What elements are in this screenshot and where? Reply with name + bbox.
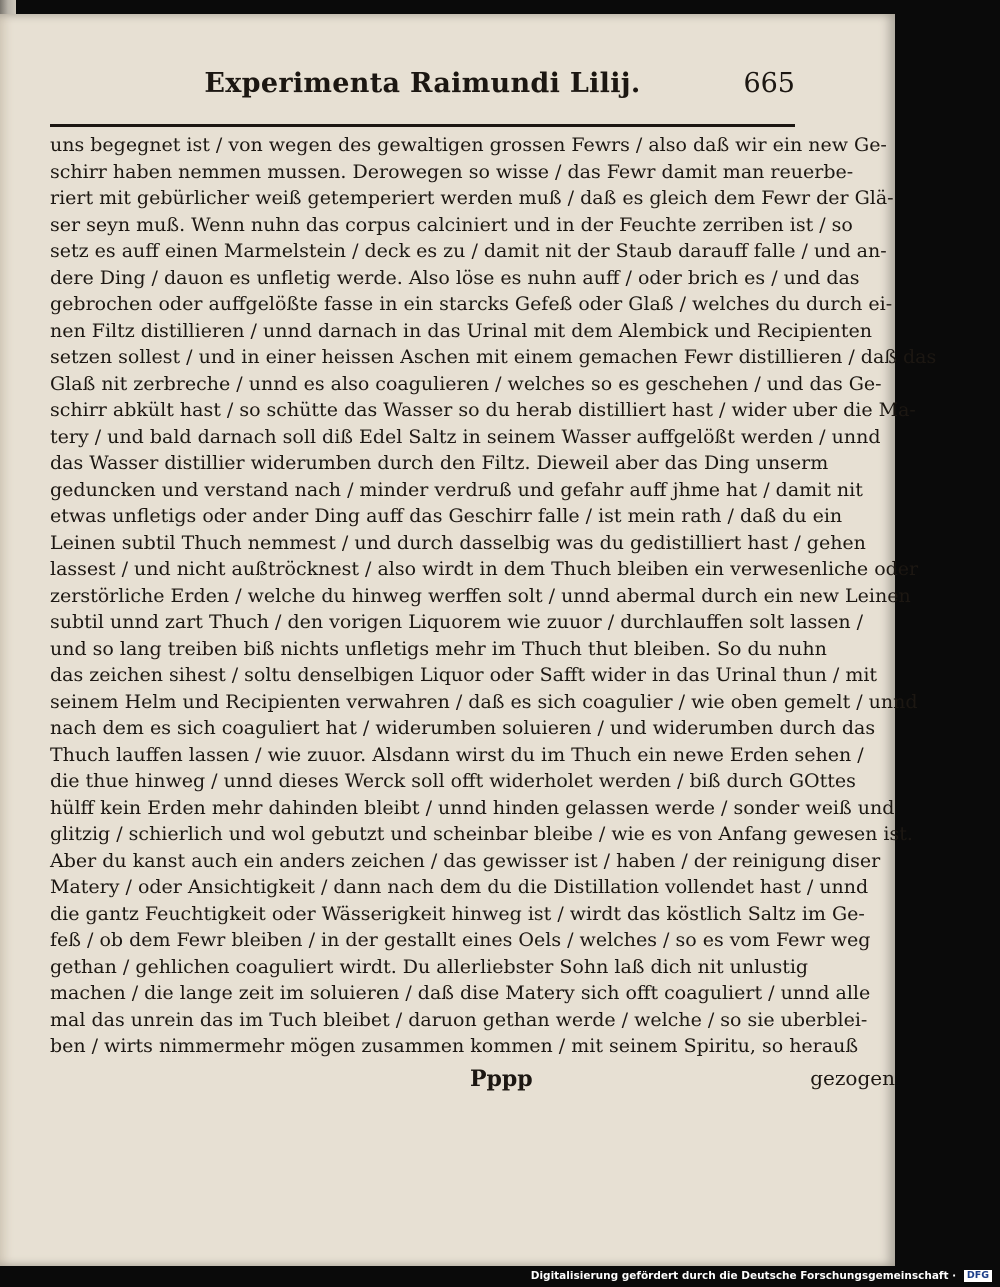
text-line: riert mit gebürlicher weiß getemperiert werden muß / daß es gleich dem Fewr der Glä-	[50, 187, 894, 209]
text-line: die thue hinweg / unnd dieses Werck soll offt widerholet werden / biß durch GOttes	[50, 770, 856, 792]
text-line: die gantz Feuchtigkeit oder Wässerigkeit hinweg ist / wirdt das köstlich Saltz im Ge-	[50, 902, 865, 925]
page-header	[50, 68, 795, 110]
text-line: subtil unnd zart Thuch / den vorigen Liquorem wie zuuor / durchlauffen solt lassen /	[50, 611, 864, 633]
dfg-logo: DFG	[964, 1270, 992, 1282]
text-line: uns begegnet ist / von wegen des gewaltigen grossen Fewrs / also daß wir ein new Ge-	[50, 134, 887, 156]
signature-mark: Pppp	[470, 1066, 533, 1092]
text-line: etwas unfletigs oder ander Ding auff das Geschirr falle / ist mein rath / daß du ein	[50, 505, 843, 527]
text-line: nen Filtz distillieren / unnd darnach in das Urinal mit dem Alembick und Recipienten	[50, 319, 872, 342]
text-line: feß / ob dem Fewr bleiben / in der gestallt eines Oels / welches / so es vom Fewr weg	[50, 929, 871, 951]
text-line: dere Ding / dauon es unfletig werde. Also löse es nuhn auff / oder brich es / und das	[50, 266, 860, 289]
text-line: gebrochen oder auffgelößte fasse in ein starcks Gefeß oder Glaß / welches du durch ei-	[50, 293, 893, 315]
text-line: Glaß nit zerbreche / unnd es also coagulieren / welches so es geschehen / und das Ge-	[50, 372, 882, 395]
text-line: nach dem es sich coaguliert hat / widerumben soluieren / und widerumben durch das	[50, 717, 876, 739]
text-line: Thuch lauffen lassen / wie zuuor. Alsdann wirst du im Thuch ein newe Erden sehen /	[50, 743, 864, 766]
body-text	[50, 132, 937, 1060]
text-line: setzen sollest / und in einer heissen Aschen mit einem gemachen Fewr distillieren / daß das	[50, 346, 937, 368]
text-line: Leinen subtil Thuch nemmest / und durch dasselbig was du gedistilliert hast / gehen	[50, 531, 866, 554]
text-line: setz es auff einen Marmelstein / deck es zu / damit nit der Staub darauff falle / und an-	[50, 240, 887, 262]
text-line: das zeichen sihest / soltu denselbigen Liquor oder Safft wider in das Urinal thun / mit	[50, 664, 878, 686]
text-line: Aber du kanst auch ein anders zeichen / das gewisser ist / haben / der reinigung diser	[50, 849, 881, 872]
catchword: gezogen	[810, 1066, 895, 1090]
text-line: gethan / gehlichen coaguliert wirdt. Du allerliebster Sohn laß dich nit unlustig	[50, 955, 809, 978]
text-line: schirr haben nemmen mussen. Derowegen so wisse / das Fewr damit man reuerbe-	[50, 160, 854, 183]
header-rule	[50, 124, 795, 127]
text-line: schirr abkült hast / so schütte das Wasser so du herab distilliert hast / wider uber die Ma-	[50, 399, 916, 421]
text-line: tery / und bald darnach soll diß Edel Saltz in seinem Wasser auffgelößt werden / unnd	[50, 425, 881, 448]
page-number: 665	[743, 68, 795, 99]
text-line: das Wasser distillier widerumben durch den Filtz. Dieweil aber das Ding unserm	[50, 452, 829, 474]
text-line: glitzig / schierlich und wol gebutzt und scheinbar bleibe / wie es von Anfang gewesen ist.	[50, 823, 913, 845]
text-line: ser seyn muß. Wenn nuhn das corpus calciniert und in der Feuchte zerriben ist / so	[50, 213, 853, 236]
text-line: hülff kein Erden mehr dahinden bleibt / unnd hinden gelassen werde / sonder weiß und	[50, 796, 895, 819]
footer-credit	[531, 1270, 992, 1282]
text-line: machen / die lange zeit im soluieren / daß dise Matery sich offt coaguliert / unnd alle	[50, 982, 871, 1004]
text-line: Matery / oder Ansichtigkeit / dann nach dem du die Distillation vollendet hast / unnd	[50, 876, 869, 898]
text-line: lassest / und nicht außtröcknest / also wirdt in dem Thuch bleiben ein verwesenliche oder	[50, 558, 919, 580]
text-line: ben / wirts nimmermehr mögen zusammen kommen / mit seinem Spiritu, so herauß	[50, 1035, 859, 1057]
text-line: und so lang treiben biß nichts unfletigs mehr im Thuch thut bleiben. So du nuhn	[50, 637, 827, 660]
running-title: Experimenta Raimundi Lilij.	[204, 68, 641, 99]
text-line: seinem Helm und Recipienten verwahren / daß es sich coagulier / wie oben gemelt / unnd	[50, 690, 918, 713]
footer-credit-text: Digitalisierung gefördert durch die Deutsche Forschungsgemeinschaft ·	[530, 1270, 957, 1282]
text-line: geduncken und verstand nach / minder verdruß und gefahr auff jhme hat / damit nit	[50, 478, 863, 501]
text-line: mal das unrein das im Tuch bleibet / daruon gethan werde / welche / so sie uberblei-	[50, 1008, 868, 1031]
text-line: zerstörliche Erden / welche du hinweg werffen solt / unnd abermal durch ein new Leinen	[50, 584, 911, 607]
